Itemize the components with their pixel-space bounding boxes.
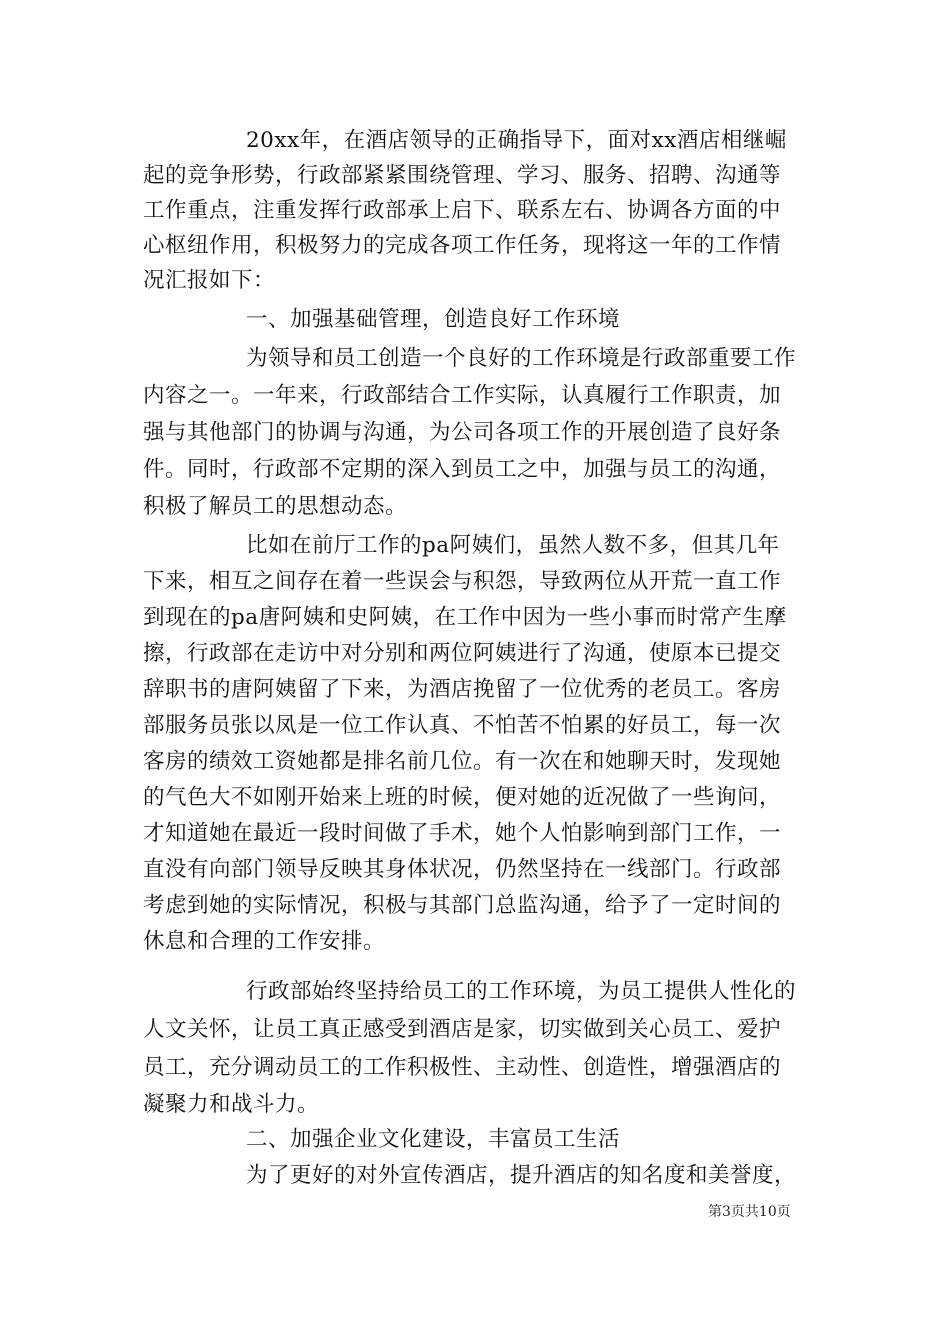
paragraph-line: 强与其他部门的协调与沟通，为公司各项工作的开展创造了良好条 [143, 420, 782, 445]
paragraph-line: 直没有向部门领导反映其身体状况，仍然坚持在一线部门。行政部 [143, 857, 782, 882]
paragraph-line: 凝聚力和战斗力。 [143, 1092, 320, 1117]
page-number: 第3页共10页 [708, 1204, 791, 1220]
paragraph-line: 到现在的pa唐阿姨和史阿姨，在工作中因为一些小事而时常产生摩 [143, 605, 787, 630]
paragraph-line: 心枢纽作用，积极努力的完成各项工作任务，现将这一年的工作情 [143, 233, 782, 258]
paragraph-line: 为了更好的对外宣传酒店，提升酒店的知名度和美誉度， [246, 1163, 797, 1188]
section-heading: 一、加强基础管理，创造良好工作环境 [246, 307, 621, 332]
paragraph-line: 比如在前厅工作的pa阿姨们，虽然人数不多，但其几年 [246, 533, 780, 558]
paragraph-line: 才知道她在最近一段时间做了手术，她个人怕影响到部门工作，一 [143, 821, 782, 846]
paragraph-line: 辞职书的唐阿姨留了下来，为酒店挽留了一位优秀的老员工。客房 [143, 677, 782, 702]
paragraph-line: 考虑到她的实际情况，积极与其部门总监沟通，给予了一定时间的 [143, 893, 782, 918]
paragraph-line: 行政部始终坚持给员工的工作环境，为员工提供人性化的 [246, 979, 797, 1004]
paragraph-line: 工作重点，注重发挥行政部承上启下、联系左右、协调各方面的中 [143, 198, 782, 223]
paragraph-line: 内容之一。一年来，行政部结合工作实际，认真履行工作职责，加 [143, 383, 782, 408]
paragraph-line: 件。同时，行政部不定期的深入到员工之中，加强与员工的沟通， [143, 457, 782, 482]
paragraph-line: 积极了解员工的思想动态。 [143, 494, 408, 519]
paragraph-line: 员工，充分调动员工的工作积极性、主动性、创造性，增强酒店的 [143, 1055, 782, 1080]
paragraph-line: 人文关怀，让员工真正感受到酒店是家，切实做到关心员工、爱护 [143, 1017, 782, 1042]
paragraph-line: 20xx年，在酒店领导的正确指导下，面对xx酒店相继崛 [246, 128, 787, 153]
paragraph-line: 部服务员张以凤是一位工作认真、不怕苦不怕累的好员工，每一次 [143, 713, 782, 738]
paragraph-line: 起的竞争形势，行政部紧紧围绕管理、学习、服务、招聘、沟通等 [143, 163, 782, 188]
paragraph-line: 下来，相互之间存在着一些误会与积怨，导致两位从开荒一直工作 [143, 569, 782, 594]
paragraph-line: 客房的绩效工资她都是排名前几位。有一次在和她聊天时，发现她 [143, 749, 782, 774]
paragraph-line: 况汇报如下： [143, 268, 276, 293]
paragraph-line: 休息和合理的工作安排。 [143, 929, 386, 954]
paragraph-line: 的气色大不如刚开始来上班的时候，便对她的近况做了一些询问， [143, 785, 782, 810]
paragraph-line: 为领导和员工创造一个良好的工作环境是行政部重要工作 [246, 346, 797, 371]
section-heading: 二、加强企业文化建设，丰富员工生活 [246, 1127, 621, 1152]
paragraph-line: 擦，行政部在走访中对分别和两位阿姨进行了沟通，使原本已提交 [143, 641, 782, 666]
